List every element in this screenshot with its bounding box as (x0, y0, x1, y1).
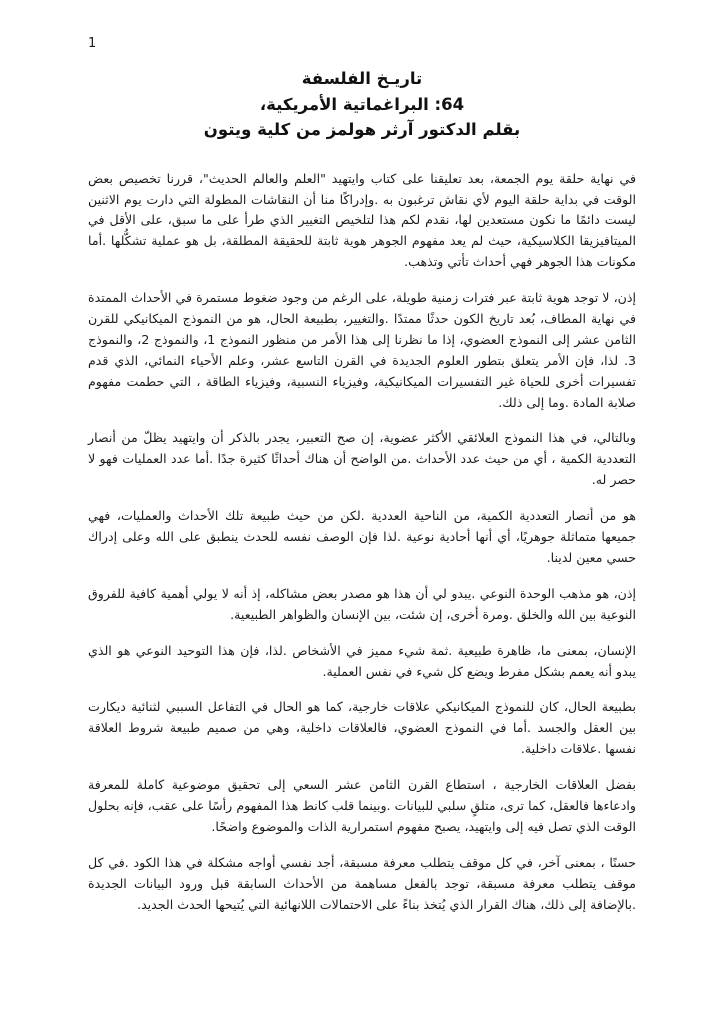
paragraph: الإنسان، بمعنى ما، ظاهرة طبيعية .ثمة شيء مميز في الأشخاص .لذا، فإن هذا التوحيد النوعي هو الذي يبدو أنه يعمم بشكل مفرط ويضع كل شيء في نفس العملية. (88, 642, 636, 679)
document-author-line: بقلم الدكتور آرثر هولمز من كلية ويتون (203, 120, 521, 140)
paragraph: وبالتالي، في هذا النموذج العلائقي الأكثر عضوية، إن صح التعبير، يجدر بالذكر أن وايتهيد يظلّ من أنصار التعددية الكمية ، أي من حيث عدد الأحداث .من الواضح أن هناك أحداثًا كثيرة جدًا .أما عدد العمليات فهو لا حصر له. (88, 430, 636, 488)
paragraph: هو من أنصار التعددية الكمية، من الناحية العددية .لكن من حيث طبيعة تلك الأحداث والعمليات، فهي جميعها متماثلة جوهريًا، أي أنها أحادية نوعية .لذا فإن الوصف نفسه للحدث ينطبق على الله وعلى إدراك حسي معين لدينا. (88, 508, 636, 565)
paragraph: حسنًا ، بمعنى آخر، في كل موقف يتطلب معرفة مسبقة، أجد نفسي أواجه مشكلة في هذا الكود .في كل موقف يتطلب معرفة مسبقة، توجد بالفعل مساهمة من الأحداث السابقة قبل ورود البيانات الجديدة .بالإضافة إلى ذلك، هناك القرار الذي يُتخذ بناءً على الاحتمالات اللانهائية التي يُتيحها الحدث الجديد. (88, 854, 636, 912)
paragraph: بطبيعة الحال، كان للنموذج الميكانيكي علاقات خارجية، كما هو الحال في التفاعل السببي لثنائية ديكارت بين العقل والجسد .أما في النموذج العضوي، فالعلاقات داخلية، وهي من صميم طبيعة شروط العلاقة نفسها .علاقات داخلية. (88, 699, 636, 757)
title-block (88, 66, 636, 143)
paragraph: إذن، هو مذهب الوحدة النوعي .يبدو لي أن هذا هو مصدر بعض مشاكله، إذ أنه لا يولي أهمية كافية للفروق النوعية بين الله والخلق .ومرة أخرى، إن شئت، بين الإنسان والظواهر الطبيعية. (88, 585, 636, 622)
document-body (88, 169, 636, 916)
document-title: تاريـخ الفلسفة (301, 69, 423, 88)
paragraph: إذن، لا توجد هوية ثابتة عبر فترات زمنية طويلة، على الرغم من وجود ضغوط مستمرة في الأحداث الممتدة في نهاية المطاف، بُعد تاريخ الكون حدثًا ممتدًا .والتغيير، بطبيعة الحال، هو من النموذج الميكانيكي للقرن الثامن عشر إلى النموذج العضوي، إذا ما نظرنا إلى هذا الأمر من منظور النموذج 1، والنموذج 2، والنموذج 3. لذا، فإن الأمر يتعلق بتطور العلوم الجديدة في القرن التاسع عشر، وعلم الأحياء النمائي، الذي قدم تفسيرات أخرى للحياة غير التفسيرات الميكانيكية، وفيزياء النسبية، وفيزياء الطاقة ، التي حطمت مفهوم صلابة المادة .وما إلى ذلك. (88, 290, 636, 410)
document-subtitle: 64: البراغماتية الأمريكية، (259, 94, 465, 114)
paragraph: بفضل العلاقات الخارجية ، استطاع القرن الثامن عشر السعي إلى تحقيق موضوعية كاملة للمعرفة وادعاءها فالعقل، كما ترى، متلقٍ سلبي للبيانات .وبينما قلب كانط هذا المفهوم رأسًا على عقب، فإنه بحلول الوقت الذي تصل فيه إلى وايتهيد، يصبح مفهوم استمرارية الذات والموضوع واضحًا. (88, 777, 636, 834)
page-number: 1 (88, 36, 97, 51)
paragraph: في نهاية حلقة يوم الجمعة، بعد تعليقنا على كتاب وايتهيد "العلم والعالم الحديث"، قررنا تخصيص بعض الوقت في بداية حلقة اليوم لأي نقاش ترغبون به .وإدراكًا منا أن النقاشات المطولة التي دارت يوم الاثنين ليست دائمًا ما نكون مستعدين لها، نقدم لكم هذا لتلخيص التغيير الذي طرأ على ما سبق، على الأقل في الميتافيزيقا الكلاسيكية، حيث لم يعد مفهوم الجوهر هوية ثابتة للحقيقة المطلقة، بل هو عملية تشكُّلها .أما مكونات هذا الجوهر فهي أحداث تأتي وتذهب. (88, 170, 636, 270)
